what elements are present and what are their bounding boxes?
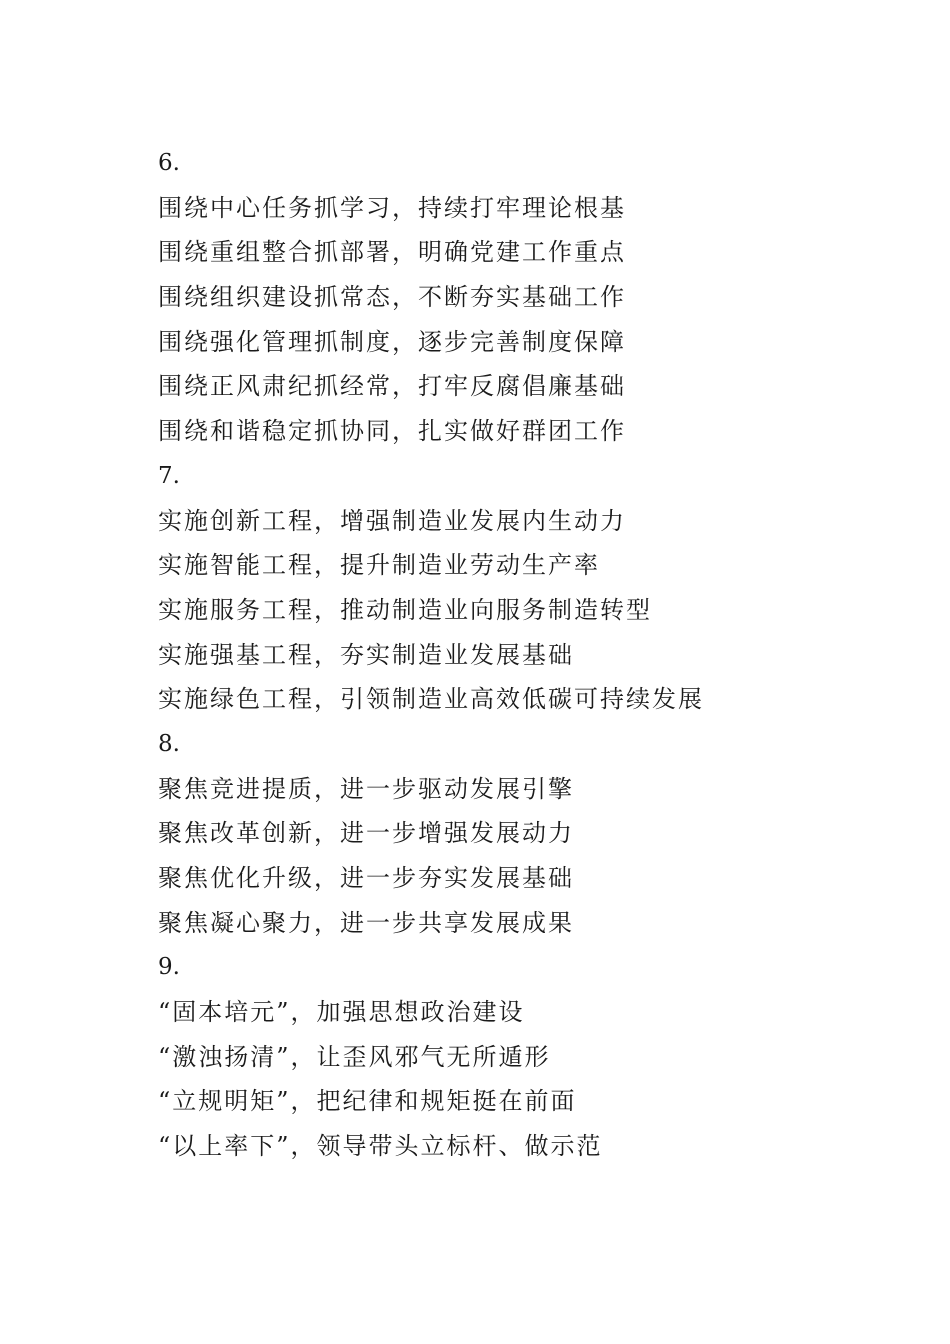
list-item: 围绕正风肃纪抓经常，打牢反腐倡廉基础 (158, 372, 626, 401)
list-item: 实施服务工程，推动制造业向服务制造转型 (158, 595, 652, 624)
list-item: 聚焦竞进提质，进一步驱动发展引擎 (158, 774, 574, 803)
section-number: 8. (158, 730, 180, 757)
list-item: 围绕组织建设抓常态，不断夯实基础工作 (158, 283, 626, 312)
list-item: “固本培元”，加强思想政治建设 (158, 998, 525, 1027)
list-item: 实施强基工程，夯实制造业发展基础 (158, 640, 574, 669)
section-number: 7. (158, 462, 180, 489)
list-item: 聚焦改革创新，进一步增强发展动力 (158, 819, 574, 848)
list-item: “立规明矩”，把纪律和规矩挺在前面 (158, 1087, 577, 1116)
list-item: 围绕强化管理抓制度，逐步完善制度保障 (158, 327, 626, 356)
list-item: 聚焦凝心聚力，进一步共享发展成果 (158, 908, 574, 937)
list-item: “激浊扬清”，让歪风邪气无所遁形 (158, 1042, 551, 1071)
section-number: 9. (158, 954, 180, 981)
list-item: 围绕重组整合抓部署，明确党建工作重点 (158, 238, 626, 267)
list-item: 聚焦优化升级，进一步夯实发展基础 (158, 864, 574, 892)
list-item: 实施绿色工程，引领制造业高效低碳可持续发展 (158, 685, 704, 714)
section-number: 6. (158, 150, 180, 176)
list-item: 实施创新工程，增强制造业发展内生动力 (158, 506, 626, 535)
list-item: 实施智能工程，提升制造业劳动生产率 (158, 551, 600, 580)
list-item: 围绕和谐稳定抓协同，扎实做好群团工作 (158, 417, 626, 446)
list-item: “以上率下”，领导带头立标杆、做示范 (158, 1132, 603, 1161)
document-page (158, 141, 858, 1169)
list-item: 围绕中心任务抓学习，持续打牢理论根基 (158, 193, 626, 222)
